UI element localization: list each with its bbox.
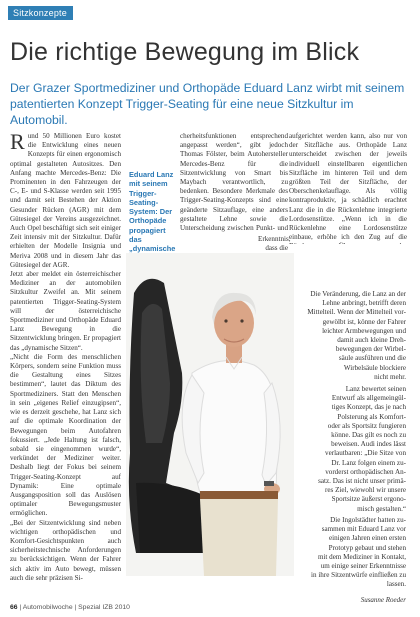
wrap-line: Wirbelsäule blockiere xyxy=(343,363,406,372)
wrap-text-col3-p1 xyxy=(286,290,406,382)
wrap-line: bewegungen der Wirbel- xyxy=(335,345,406,354)
wrap-line: in ihre Sitzentwürfe einfließen zu xyxy=(311,571,406,580)
wrap-line: oder als Sportsitz fungieren xyxy=(327,421,406,430)
lead-paragraph: Der Grazer Sportmediziner und Orthopäde Eduard Lanz wirbt mit seinem patentierten Konzept Trigger-Seating für eine neue Sitzkultur im Automobil. xyxy=(10,81,405,127)
wrap-line: tiges Konzept, das je nach xyxy=(331,403,406,412)
wrap-line: könne. Das gilt es noch zu xyxy=(331,431,406,440)
wrap-line: Die Ingolstädter hatten zu- xyxy=(330,516,406,524)
wrap-line: Entwurf als allgemeingül- xyxy=(331,394,406,403)
wrap-line: damit auch kleine Dreh- xyxy=(337,336,406,345)
paragraph: Jetzt aber meldet ein österreichischer Mediziner an der automobilen Sitzkultur Zweifel an. Mit seinem patentierten Trigger-Seating-System will der österreichische Sportmediziner und Orthopäde Eduard Lanz Bewegung in die Sitzentwicklung bringen. Er propagiert das „dynamische Sitzen“. xyxy=(10,270,121,352)
paragraph: „Nicht die Form des menschlichen Körpers, sondern seine Funktion muss die Gestaltung eines Sitzes bestimmen“, lautet das Diktum des Sportmediziners. Statt den Menschen in sein „eigenes Relief einzugipsen“, wie es derzeit geschehe, hat Lanz sich auf die optimale Koordination der Bewegungen beim Autofahren fokussiert. „Jede Haltung ist falsch, sobald sie eingenommen wurde“, verkündet der Mediziner weiter. Deshalb liegt der Fokus bei seinem Trigger-Seating-Konzept auf Dynamik: Eine optimale Ausgangsposition soll das Auslösen optimaler Bewegungsmuster ermöglichen. xyxy=(10,352,121,518)
wrap-line: misch gestalten.“ xyxy=(357,504,406,513)
paragraph: und 50 Millionen Euro kostet die Entwicklung eines neuen Konzepts für einen ergonomisch optimal gestalteten Autositzes. Den Anfang machte Mercedes-Benz: Die Prominenten in den Fahrzeugen der C-, E- und S-Klasse werden seit 1995 und damit seit Bestehen der Aktion Gesunder Rücken (AGR) mit dem Gütesiegel der Vereins ausgezeichnet. Auch Opel beschäftigt sich seit einiger Zeit intensiv mit der Sitzkultur. Dafür erhielten der Modelle Insignia und Meriva 2008 und in diesem Jahr das Gütesiegel der AGR. xyxy=(10,132,121,269)
section-tag: Sitzkonzepte xyxy=(8,6,73,20)
article-column-3 xyxy=(289,132,407,244)
wrap-line: Erkenntnis, xyxy=(258,235,291,243)
article-column-2 xyxy=(180,132,288,232)
headline: Die richtige Bewegung im Blick xyxy=(10,38,360,66)
wrap-line: mit dem Mediziner in Kontakt, xyxy=(317,552,406,561)
wrap-line: Polsterung als Komfort- xyxy=(337,412,406,421)
pull-quote: Eduard Lanz mit seinem Trigger-Seating-System: Der Orthopäde propagiert das „dynamische xyxy=(129,170,176,254)
wrap-line: um einige seiner Erkenntnisse xyxy=(320,562,406,571)
wrap-line: einigen Jahren einen ersten xyxy=(328,534,406,543)
paragraph: aufgerichtet werden kann, also nur von der Sitzfläche aus. Orthopäde Lanz unterscheidet zwischen der jeweils individuell einstellbaren eigentlichen Sitzfläche im hinteren Teil und dem größten Teil der Sitzfläche, der Oberschenkelauflage. Als völlig kontraproduktiv, ja schädlich erachtet Lanz die in die Rückenlehne integrierte Lordosenstütze. „Wenn ich in die Rückenlehne eine Lordosenstütze einbaue, erhöhe ich den Zug auf die xyxy=(289,132,407,242)
page-footer xyxy=(10,604,130,611)
wrap-line: lassen. xyxy=(386,580,406,589)
wrap-line: Prototyp gebaut und stehen xyxy=(328,543,406,552)
wrap-line: satz. Das ist nicht unser primä- xyxy=(318,477,406,486)
wrap-line: sammen mit Eduard Lanz vor xyxy=(321,525,406,534)
drop-cap: R xyxy=(10,132,25,154)
wrap-line: säule ausführen und die xyxy=(338,354,406,363)
wrap-line: leichter Armbewegungen und xyxy=(322,326,406,335)
author-name: Susanne Roeder xyxy=(360,596,406,604)
wrap-line: Die Veränderung, die Lanz an der xyxy=(310,290,406,298)
wrap-line: beweisen. Audi indes lässt xyxy=(331,440,406,449)
article-column-1 xyxy=(10,132,121,606)
wrap-line: Mittelteil. Wenn der Mittelteil vor- xyxy=(307,308,406,317)
article-photo xyxy=(126,253,294,576)
wrap-line: verlautbaren: „Die Sitze von xyxy=(325,449,406,458)
wrap-line: Sportsitze äußerst ergono- xyxy=(331,495,406,504)
publication-name: | Automobilwoche | Spezial IZB 2010 xyxy=(19,604,130,611)
wrap-text-col3-p2 xyxy=(284,385,406,514)
paragraph: cherheitsfunktionen entsprechend angepasst werden“, gibt jedoch Thomas Fölster, beim Autohersteller Mercedes-Benz für die Sitzentwicklung von Smart bis Maybach verantwortlich, zu bedenken. Besondere Merkmale des Trigger-Seating-Konzepts sind eine geänderte Sitzauflage, eine anders gestaltete Lehne sowie die Unterscheidung zwischen Punkt- und xyxy=(180,132,288,232)
wrap-line: Lanz bewertet seinen xyxy=(345,385,406,393)
wrap-line: res Ziel, wiewohl wir unsere xyxy=(325,486,406,495)
photo-illustration xyxy=(126,253,294,576)
wrap-line: vorderst orthopädischen An- xyxy=(325,467,406,476)
paragraph: „Bei der Sitzentwicklung sind neben wichtigen orthopädischen und Komfort-Gesichtspunkten auch sicherheitstechnische Anforderungen zu berücksichtigen. Wenn der Fahrer sich aktiv im Auto bewegt, müssen auch die sehr präzisen Si- xyxy=(10,518,121,582)
wrap-text-col3-p3 xyxy=(286,516,406,590)
wrap-line: gewölbt ist, könne der Fahrer xyxy=(322,317,406,326)
wrap-line: Dr. Lanz folgen einem zu- xyxy=(331,458,406,467)
page-number: 66 xyxy=(10,604,18,611)
wrap-line: dass die xyxy=(265,244,288,253)
wrap-line: nicht mehr. xyxy=(374,372,406,381)
wrap-line: Lehne anbringt, betrifft deren xyxy=(322,299,406,308)
